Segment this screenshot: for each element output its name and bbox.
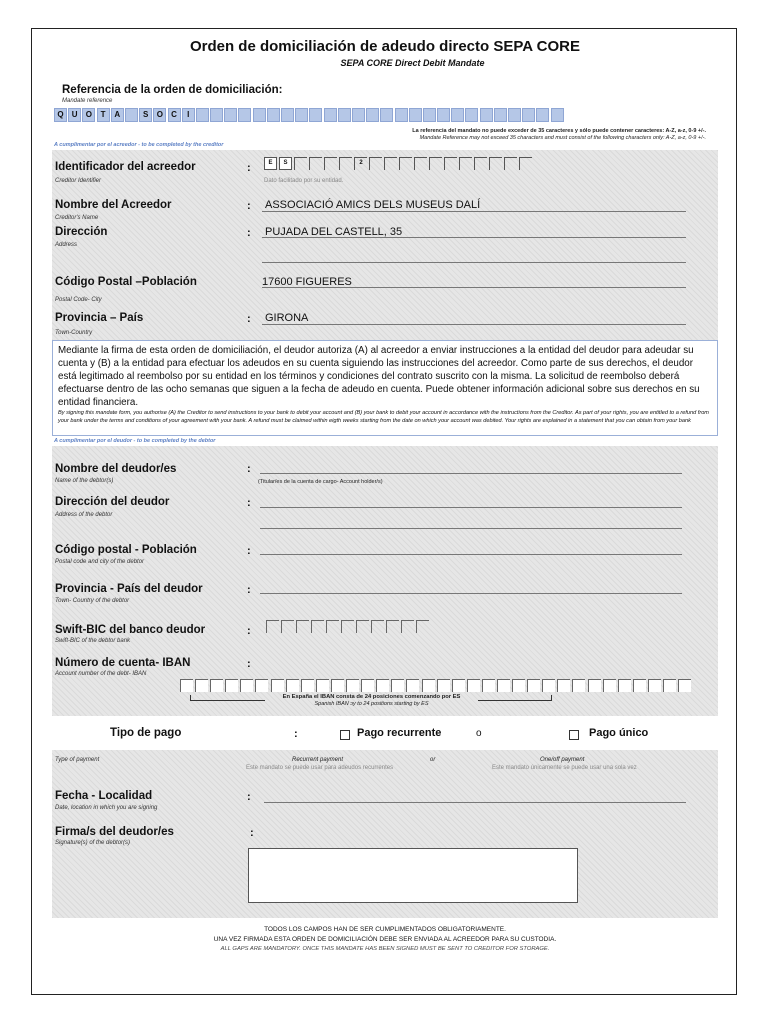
reference-char-cell[interactable] [324,108,337,122]
payment-type-sub: Type of payment [55,757,100,763]
creditor-name-label: Nombre del Acreedor [55,199,172,211]
creditor-id-char-cell: 2 [354,157,367,170]
creditor-id-char-cell [414,157,427,170]
creditor-id-char-cell [519,157,532,170]
payment-or-en: or [430,757,436,763]
creditor-id-char-cell [369,157,382,170]
swift-char-cell[interactable] [401,620,414,633]
reference-char-cell[interactable] [451,108,464,122]
iban-char-cell[interactable] [618,679,631,692]
reference-note-en: Mandate Reference may not exceed 35 characters and must consist of the following characters only: A-Z, a-z, 0-9 +/-. [419,135,706,141]
debtor-postal-input[interactable] [260,554,682,555]
iban-char-cell[interactable] [588,679,601,692]
debtor-province-sub: Town- Country of the debtor [55,598,130,604]
creditor-section [52,150,718,340]
creditor-id-char-cell [474,157,487,170]
reference-char-cell[interactable]: I [182,108,195,122]
creditor-id-char-cell [399,157,412,170]
iban-bracket-left [190,695,265,701]
creditor-postal-label: Código Postal –Población [55,276,197,288]
creditor-id-char-cell: S [279,157,292,170]
colon: : [247,545,251,557]
underline [262,237,686,238]
debtor-address-sub: Address of the debtor [55,512,113,518]
signature-label: Firma/s del deudor/es [55,826,174,838]
mandate-text-en: By signing this mandate form, you authorise (A) the Creditor to send instructions to your bank to debit your account and (B) your bank to debit your account in accordance with the instructions from the Creditor. As part of your rights, you are entitled to a refund from your bank under the terms and conditions of your agreement with your bank. A refund must be claimed within eigth weeks starting from the date on which your account was debited. Your rights are explained in a statement that you can obtain from your bank [58,410,709,424]
recurrent-payment-label: Pago recurrente [357,727,442,739]
signature-sub: Signature(s) of the debtor(s) [55,840,131,846]
iban-char-cell[interactable] [633,679,646,692]
reference-note-es: La referencia del mandato no puede exceder de 35 caracteres y sólo puede contener caracteres: A-Z, a-z, 0-9 +/-. [412,128,706,134]
iban-char-cell[interactable] [452,679,465,692]
reference-char-cell[interactable] [295,108,308,122]
creditor-id-label: Identificador del acreedor [55,161,196,173]
reference-char-cell[interactable] [380,108,393,122]
swift-char-cell[interactable] [356,620,369,633]
swift-char-cell[interactable] [371,620,384,633]
reference-char-cell[interactable] [253,108,266,122]
creditor-id-char-cell [444,157,457,170]
footer-line-3: ALL GAPS ARE MANDATORY. ONCE THIS MANDATE HAS BEEN SIGNED MUST BE SENT TO CREDITOR FOR STORAGE. [220,946,550,952]
debtor-address-input[interactable] [260,507,682,508]
reference-char-cell[interactable] [551,108,564,122]
iban-char-cell[interactable] [603,679,616,692]
iban-char-cell[interactable] [497,679,510,692]
reference-char-cell[interactable] [309,108,322,122]
footer-line-2: UNA VEZ FIRMADA ESTA ORDEN DE DOMICILIACIÓN DEBE SER ENVIADA AL ACREEDOR PARA SU CUSTODIA. [213,936,557,943]
creditor-name-value: ASSOCIACIÓ AMICS DELS MUSEUS DALÍ [265,199,481,211]
creditor-id-char-cell: E [264,157,277,170]
reference-char-cell[interactable]: O [82,108,95,122]
reference-char-cell[interactable] [409,108,422,122]
iban-char-cell[interactable] [195,679,208,692]
creditor-id-char-cell [384,157,397,170]
reference-char-cell[interactable] [267,108,280,122]
reference-char-cell[interactable] [125,108,138,122]
debtor-iban-label: Número de cuenta- IBAN [55,657,191,669]
reference-char-cell[interactable]: Q [54,108,67,122]
reference-char-cell[interactable] [494,108,507,122]
creditor-address-sub: Address [55,242,78,248]
iban-char-cell[interactable] [406,679,419,692]
reference-char-cell[interactable] [352,108,365,122]
creditor-id-char-cell [504,157,517,170]
debtor-address-input-2[interactable] [260,528,682,529]
iban-char-cell[interactable] [437,679,450,692]
reference-char-cell[interactable] [224,108,237,122]
single-payment-checkbox[interactable] [569,726,579,744]
iban-field[interactable] [180,679,693,692]
creditor-province-label: Provincia – País [55,312,144,324]
iban-char-cell[interactable] [255,679,268,692]
reference-char-cell[interactable] [423,108,436,122]
debtor-name-sub: Name of the debtor(s) [55,478,114,484]
creditor-id-char-cell [309,157,322,170]
payment-type-label: Tipo de pago [110,727,182,739]
date-location-sub: Date, location in which you are signing [55,805,158,811]
reference-char-cell[interactable] [281,108,294,122]
colon: : [247,463,251,475]
debtor-name-hint: (Titular/es de la cuenta de cargo- Account holder/s) [258,479,383,485]
recurrent-payment-en: Recurrent payment [292,757,344,763]
reference-char-cell[interactable] [437,108,450,122]
creditor-id-char-cell [429,157,442,170]
debtor-address-label: Dirección del deudor [55,496,170,508]
mandate-reference-field[interactable] [54,108,565,122]
creditor-province-value: GIRONA [265,312,309,324]
debtor-postal-label: Código postal - Población [55,544,197,556]
debtor-province-input[interactable] [260,593,682,594]
iban-char-cell[interactable] [376,679,389,692]
iban-char-cell[interactable] [391,679,404,692]
mandate-text-es: Mediante la firma de esta orden de domiciliación, el deudor autoriza (A) al acreedor a enviar instrucciones a la entidad del deudor para adeudar su cuenta y (B) a la entidad para efectuar los adeudos en su cuenta siguiendo las instrucciones del acreedor. Como parte de sus derechos, el deudor está legitimado al reembolso por su entidad en los términos y condiciones del contrato suscrito con la misma. La solicitud de reembolso deberá efectuarse dentro de las ocho semanas que siguen a la fecha de adeudo en cuenta. Puede obtener información adicional sobre sus derechos en su entidad financiera. [58,345,700,408]
reference-char-cell[interactable]: C [168,108,181,122]
reference-char-cell[interactable] [338,108,351,122]
iban-char-cell[interactable] [648,679,661,692]
debtor-section [52,446,718,716]
iban-char-cell[interactable] [663,679,676,692]
iban-char-cell[interactable] [210,679,223,692]
reference-char-cell[interactable] [238,108,251,122]
colon: : [247,584,251,596]
reference-char-cell[interactable] [522,108,535,122]
date-location-label: Fecha - Localidad [55,790,153,802]
creditor-id-char-cell [459,157,472,170]
debtor-postal-sub: Postal code and city of the debtor [55,559,145,565]
recurrent-payment-hint: Este mandato se puede usar para adeudos recurrentes [246,765,394,771]
iban-note-en: Spanish IBAN ↄy to 24 positions starting by ES [314,701,429,707]
iban-char-cell[interactable] [542,679,555,692]
reference-char-cell[interactable] [210,108,223,122]
colon: : [247,791,251,803]
single-payment-label: Pago único [589,727,649,739]
footer-line-1: TODOS LOS CAMPOS HAN DE SER CUMPLIMENTADOS OBLIGATORIAMENTE. [264,926,506,933]
creditor-address-label: Dirección [55,226,108,238]
iban-note-es: En España el IBAN consta de 24 posiciones comenzando por ES [282,694,461,700]
page-subtitle: SEPA CORE Direct Debit Mandate [340,58,485,68]
colon: : [247,200,251,212]
swift-char-cell[interactable] [296,620,309,633]
colon: : [247,227,251,239]
iban-char-cell[interactable] [286,679,299,692]
iban-char-cell[interactable] [422,679,435,692]
reference-label: Referencia de la orden de domiciliación: [62,84,283,96]
underline [262,287,686,288]
swift-bic-field[interactable] [266,620,431,633]
swift-char-cell[interactable] [266,620,279,633]
creditor-id-char-cell [294,157,307,170]
payment-colon: : [294,728,298,740]
reference-char-cell[interactable]: T [97,108,110,122]
reference-char-cell[interactable] [465,108,478,122]
recurrent-payment-checkbox[interactable] [340,726,350,744]
single-payment-hint: Este mandato únicamente se puede usar una sola vez [492,765,637,771]
creditor-id-sub: Creditor Identifier [55,178,102,184]
debtor-name-label: Nombre del deudor/es [55,463,177,475]
creditor-id-char-cell [339,157,352,170]
iban-char-cell[interactable] [678,679,691,692]
colon: : [247,658,251,670]
iban-char-cell[interactable] [180,679,193,692]
colon: : [247,625,251,637]
page-title: Orden de domiciliación de adeudo directo SEPA CORE [189,38,581,55]
iban-char-cell[interactable] [331,679,344,692]
swift-char-cell[interactable] [386,620,399,633]
underline [262,262,686,263]
iban-char-cell[interactable] [527,679,540,692]
reference-char-cell[interactable]: O [153,108,166,122]
iban-char-cell[interactable] [557,679,570,692]
mandate-authorization-text [52,340,718,436]
debtor-swift-sub: Swift-BIC of the debtor bank [55,638,131,644]
colon: : [247,313,251,325]
iban-char-cell[interactable] [301,679,314,692]
debtor-iban-sub: Account number of the debt- IBAN [55,671,147,677]
creditor-postal-sub: Postal Code- City [55,297,102,303]
creditor-name-sub: Creditor's Name [55,215,99,221]
creditor-section-note: A cumplimentar por el acreedor - to be completed by the creditor [54,142,224,148]
reference-char-cell[interactable] [480,108,493,122]
swift-char-cell[interactable] [311,620,324,633]
iban-char-cell[interactable] [572,679,585,692]
creditor-province-sub: Town-Country [55,330,93,336]
single-payment-en: One/off payment [540,757,585,763]
debtor-province-label: Provincia - País del deudor [55,583,203,595]
debtor-name-input[interactable] [260,473,682,474]
iban-char-cell[interactable] [225,679,238,692]
iban-char-cell[interactable] [467,679,480,692]
debtor-section-note: A cumplimentar por el deudor - to be completed by the debtor [54,438,216,444]
creditor-identifier-field [264,157,534,170]
underline [262,324,686,325]
colon: : [250,827,254,839]
iban-char-cell[interactable] [361,679,374,692]
iban-char-cell[interactable] [512,679,525,692]
underline [262,211,686,212]
reference-char-cell[interactable] [196,108,209,122]
creditor-id-char-cell [489,157,502,170]
reference-char-cell[interactable]: U [68,108,81,122]
reference-char-cell[interactable] [508,108,521,122]
creditor-id-hint: Dato facilitado por su entidad. [264,178,344,184]
iban-char-cell[interactable] [240,679,253,692]
payment-or: o [476,728,482,739]
creditor-address-value: PUJADA DEL CASTELL, 35 [265,226,403,238]
swift-char-cell[interactable] [416,620,429,633]
iban-char-cell[interactable] [346,679,359,692]
reference-sub: Mandate reference [62,98,113,104]
date-location-input[interactable] [264,802,686,803]
reference-char-cell[interactable]: S [139,108,152,122]
swift-char-cell[interactable] [326,620,339,633]
iban-char-cell[interactable] [482,679,495,692]
signature-box[interactable] [248,848,578,903]
debtor-swift-label: Swift-BIC del banco deudor [55,624,206,636]
reference-char-cell[interactable]: A [111,108,124,122]
reference-char-cell[interactable] [395,108,408,122]
iban-char-cell[interactable] [271,679,284,692]
swift-char-cell[interactable] [281,620,294,633]
colon: : [247,162,251,174]
swift-char-cell[interactable] [341,620,354,633]
reference-char-cell[interactable] [366,108,379,122]
colon: : [247,497,251,509]
creditor-postal-value: 17600 FIGUERES [262,276,352,288]
reference-char-cell[interactable] [536,108,549,122]
iban-bracket-right [478,695,552,701]
creditor-id-char-cell [324,157,337,170]
iban-char-cell[interactable] [316,679,329,692]
